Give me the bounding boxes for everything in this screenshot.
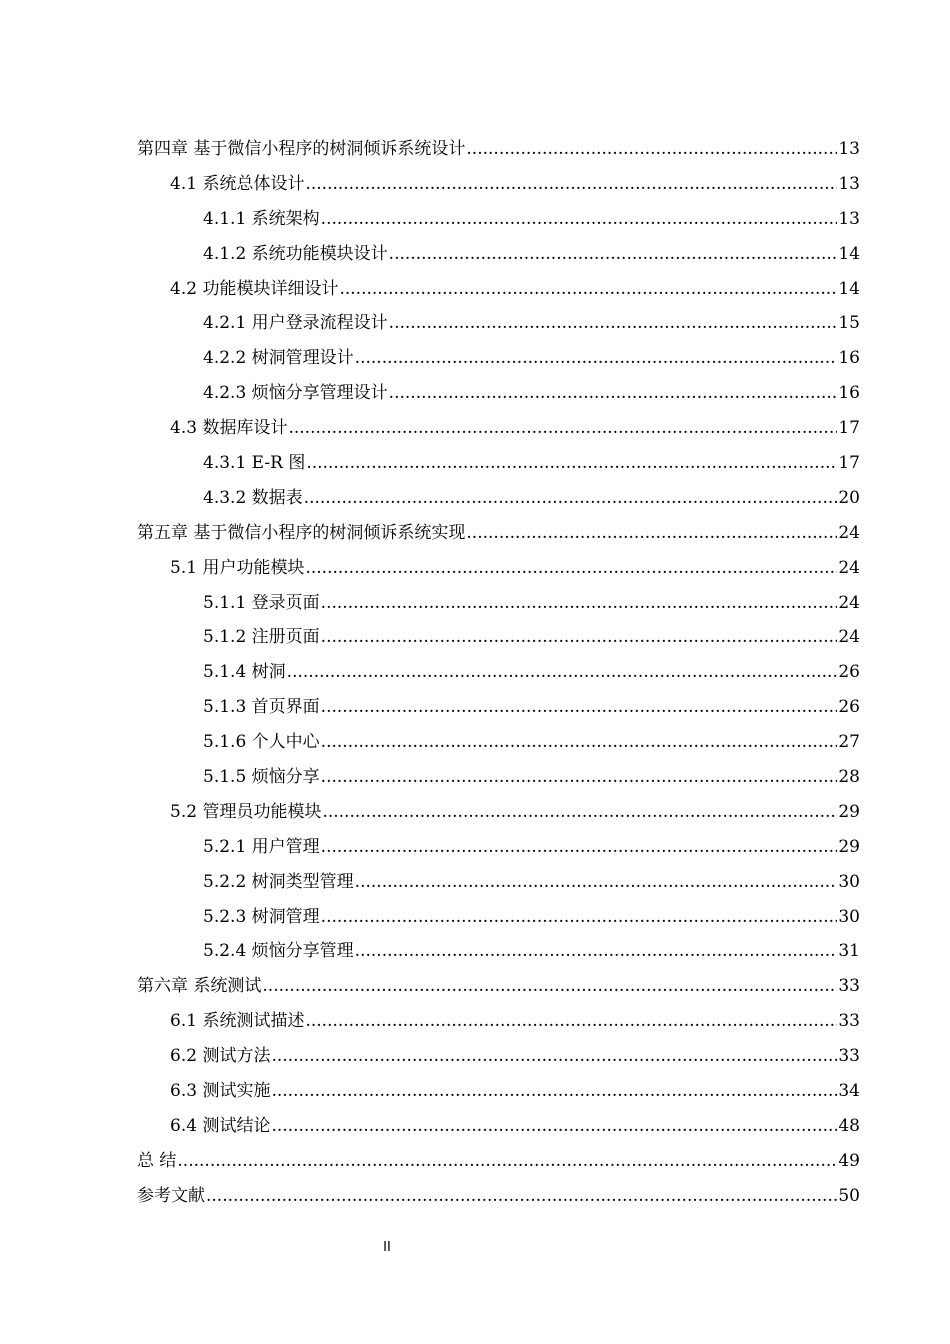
toc-entry[interactable]	[137, 167, 860, 202]
toc-entry-title: 4.1 系统总体设计	[170, 173, 305, 194]
toc-entry[interactable]	[137, 690, 860, 725]
toc-dot-leader	[321, 830, 838, 865]
toc-entry[interactable]	[137, 411, 860, 446]
toc-dot-leader	[177, 1144, 837, 1179]
toc-entry-title: 6.3 测试实施	[170, 1081, 271, 1102]
toc-entry-page: 28	[838, 767, 860, 788]
toc-dot-leader	[339, 272, 837, 307]
toc-dot-leader	[305, 551, 837, 586]
toc-entry-title: 4.1.1 系统架构	[203, 208, 320, 229]
toc-entry-page: 50	[838, 1185, 860, 1206]
toc-entry-title: 第六章 系统测试	[137, 976, 262, 997]
toc-dot-leader	[305, 167, 837, 202]
toc-entry-page: 20	[838, 487, 860, 508]
toc-entry-title: 4.3.2 数据表	[203, 487, 303, 508]
toc-dot-leader	[262, 969, 837, 1004]
toc-entry[interactable]	[137, 1144, 860, 1179]
toc-entry[interactable]	[137, 481, 860, 516]
toc-dot-leader	[321, 690, 838, 725]
toc-entry[interactable]	[137, 132, 860, 167]
toc-entry-page: 29	[838, 836, 860, 857]
toc-dot-leader	[288, 411, 837, 446]
toc-dot-leader	[321, 900, 838, 935]
toc-entry[interactable]	[137, 306, 860, 341]
toc-entry[interactable]	[137, 376, 860, 411]
toc-entry[interactable]	[137, 202, 860, 237]
toc-dot-leader	[321, 725, 838, 760]
toc-entry-title: 4.2.1 用户登录流程设计	[203, 313, 388, 334]
toc-entry-title: 总 结	[137, 1150, 177, 1171]
toc-entry-title: 4.2 功能模块详细设计	[170, 278, 339, 299]
toc-entry-page: 27	[838, 732, 860, 753]
toc-entry-page: 33	[838, 1046, 860, 1067]
toc-dot-leader	[321, 760, 838, 795]
toc-entry-page: 30	[838, 871, 860, 892]
toc-entry-page: 24	[838, 557, 860, 578]
toc-entry-title: 5.1.1 登录页面	[203, 592, 320, 613]
toc-entry[interactable]	[137, 760, 860, 795]
toc-entry-page: 13	[838, 139, 860, 159]
toc-entry-page: 31	[838, 941, 860, 962]
toc-entry[interactable]	[137, 969, 860, 1004]
toc-dot-leader	[355, 934, 838, 969]
toc-entry[interactable]	[137, 1074, 860, 1109]
toc-entry[interactable]	[137, 586, 860, 621]
toc-entry[interactable]	[137, 934, 860, 969]
toc-dot-leader	[206, 1179, 837, 1214]
toc-entry-title: 5.2.4 烦恼分享管理	[203, 941, 354, 962]
toc-dot-leader	[271, 1109, 837, 1144]
toc-entry-title: 参考文献	[137, 1185, 205, 1206]
toc-entry-page: 16	[838, 383, 860, 404]
toc-entry-title: 5.2 管理员功能模块	[170, 801, 322, 822]
toc-entry-page: 17	[838, 418, 860, 439]
toc-entry-title: 5.2.1 用户管理	[203, 836, 320, 857]
toc-dot-leader	[389, 376, 838, 411]
toc-entry-title: 5.2.3 树洞管理	[203, 906, 320, 927]
toc-entry-page: 24	[838, 627, 860, 648]
toc-entry-page: 48	[838, 1115, 860, 1136]
toc-entry-page: 34	[838, 1081, 860, 1102]
toc-dot-leader	[321, 202, 838, 237]
toc-dot-leader	[355, 341, 838, 376]
toc-entry-page: 15	[838, 313, 860, 334]
toc-entry-title: 6.2 测试方法	[170, 1046, 271, 1067]
toc-entry-page: 24	[838, 522, 860, 543]
toc-dot-leader	[287, 655, 838, 690]
toc-dot-leader	[271, 1074, 837, 1109]
toc-entry-title: 4.2.3 烦恼分享管理设计	[203, 383, 388, 404]
page-number: II	[383, 1240, 391, 1255]
toc-entry[interactable]	[137, 725, 860, 760]
toc-entry-title: 5.1.6 个人中心	[203, 732, 320, 753]
toc-dot-leader	[389, 306, 838, 341]
toc-entry-title: 5.2.2 树洞类型管理	[203, 871, 354, 892]
toc-entry-title: 5.1 用户功能模块	[170, 557, 305, 578]
toc-entry-page: 49	[838, 1150, 860, 1171]
toc-entry[interactable]	[137, 1004, 860, 1039]
toc-dot-leader	[466, 516, 837, 551]
toc-entry-page: 26	[838, 662, 860, 683]
toc-entry-page: 29	[838, 801, 860, 822]
toc-entry[interactable]	[137, 1179, 860, 1214]
toc-entry[interactable]	[137, 341, 860, 376]
toc-entry[interactable]	[137, 1109, 860, 1144]
toc-entry[interactable]	[137, 446, 860, 481]
toc-entry[interactable]	[137, 272, 860, 307]
toc-dot-leader	[271, 1039, 837, 1074]
toc-entry-page: 13	[838, 173, 860, 194]
toc-entry-page: 24	[838, 592, 860, 613]
table-of-contents	[137, 132, 860, 1214]
toc-entry[interactable]	[137, 516, 860, 551]
toc-dot-leader	[355, 865, 838, 900]
toc-entry[interactable]	[137, 655, 860, 690]
toc-entry[interactable]	[137, 1039, 860, 1074]
toc-entry-page: 14	[838, 278, 860, 299]
toc-entry-title: 5.1.2 注册页面	[203, 627, 320, 648]
toc-entry-title: 5.1.3 首页界面	[203, 697, 320, 718]
toc-entry[interactable]	[137, 551, 860, 586]
toc-entry-page: 14	[838, 243, 860, 264]
toc-entry[interactable]	[137, 865, 860, 900]
toc-entry[interactable]	[137, 830, 860, 865]
toc-entry-page: 33	[838, 1011, 860, 1032]
toc-entry-title: 6.4 测试结论	[170, 1115, 271, 1136]
toc-entry-page: 26	[838, 697, 860, 718]
toc-entry-title: 5.1.4 树洞	[203, 662, 286, 683]
toc-entry-title: 第五章 基于微信小程序的树洞倾诉系统实现	[137, 522, 466, 543]
toc-entry-title: 第四章 基于微信小程序的树洞倾诉系统设计	[137, 139, 466, 159]
toc-dot-leader	[321, 586, 838, 621]
toc-entry[interactable]	[137, 795, 860, 830]
toc-entry-page: 13	[838, 208, 860, 229]
toc-entry-title: 4.2.2 树洞管理设计	[203, 348, 354, 369]
toc-entry-page: 17	[838, 453, 860, 474]
toc-entry[interactable]	[137, 900, 860, 935]
toc-entry-page: 16	[838, 348, 860, 369]
toc-dot-leader	[466, 132, 837, 167]
toc-dot-leader	[321, 620, 838, 655]
toc-entry-page: 33	[838, 976, 860, 997]
toc-entry-title: 5.1.5 烦恼分享	[203, 767, 320, 788]
toc-entry-title: 4.1.2 系统功能模块设计	[203, 243, 388, 264]
toc-dot-leader	[389, 237, 838, 272]
toc-entry-title: 4.3.1 E-R 图	[203, 453, 306, 474]
toc-dot-leader	[304, 481, 838, 516]
toc-dot-leader	[306, 446, 837, 481]
toc-entry[interactable]	[137, 237, 860, 272]
toc-entry-title: 4.3 数据库设计	[170, 418, 288, 439]
toc-entry-title: 6.1 系统测试描述	[170, 1011, 305, 1032]
toc-entry[interactable]	[137, 620, 860, 655]
toc-dot-leader	[305, 1004, 837, 1039]
toc-dot-leader	[322, 795, 837, 830]
toc-entry-page: 30	[838, 906, 860, 927]
